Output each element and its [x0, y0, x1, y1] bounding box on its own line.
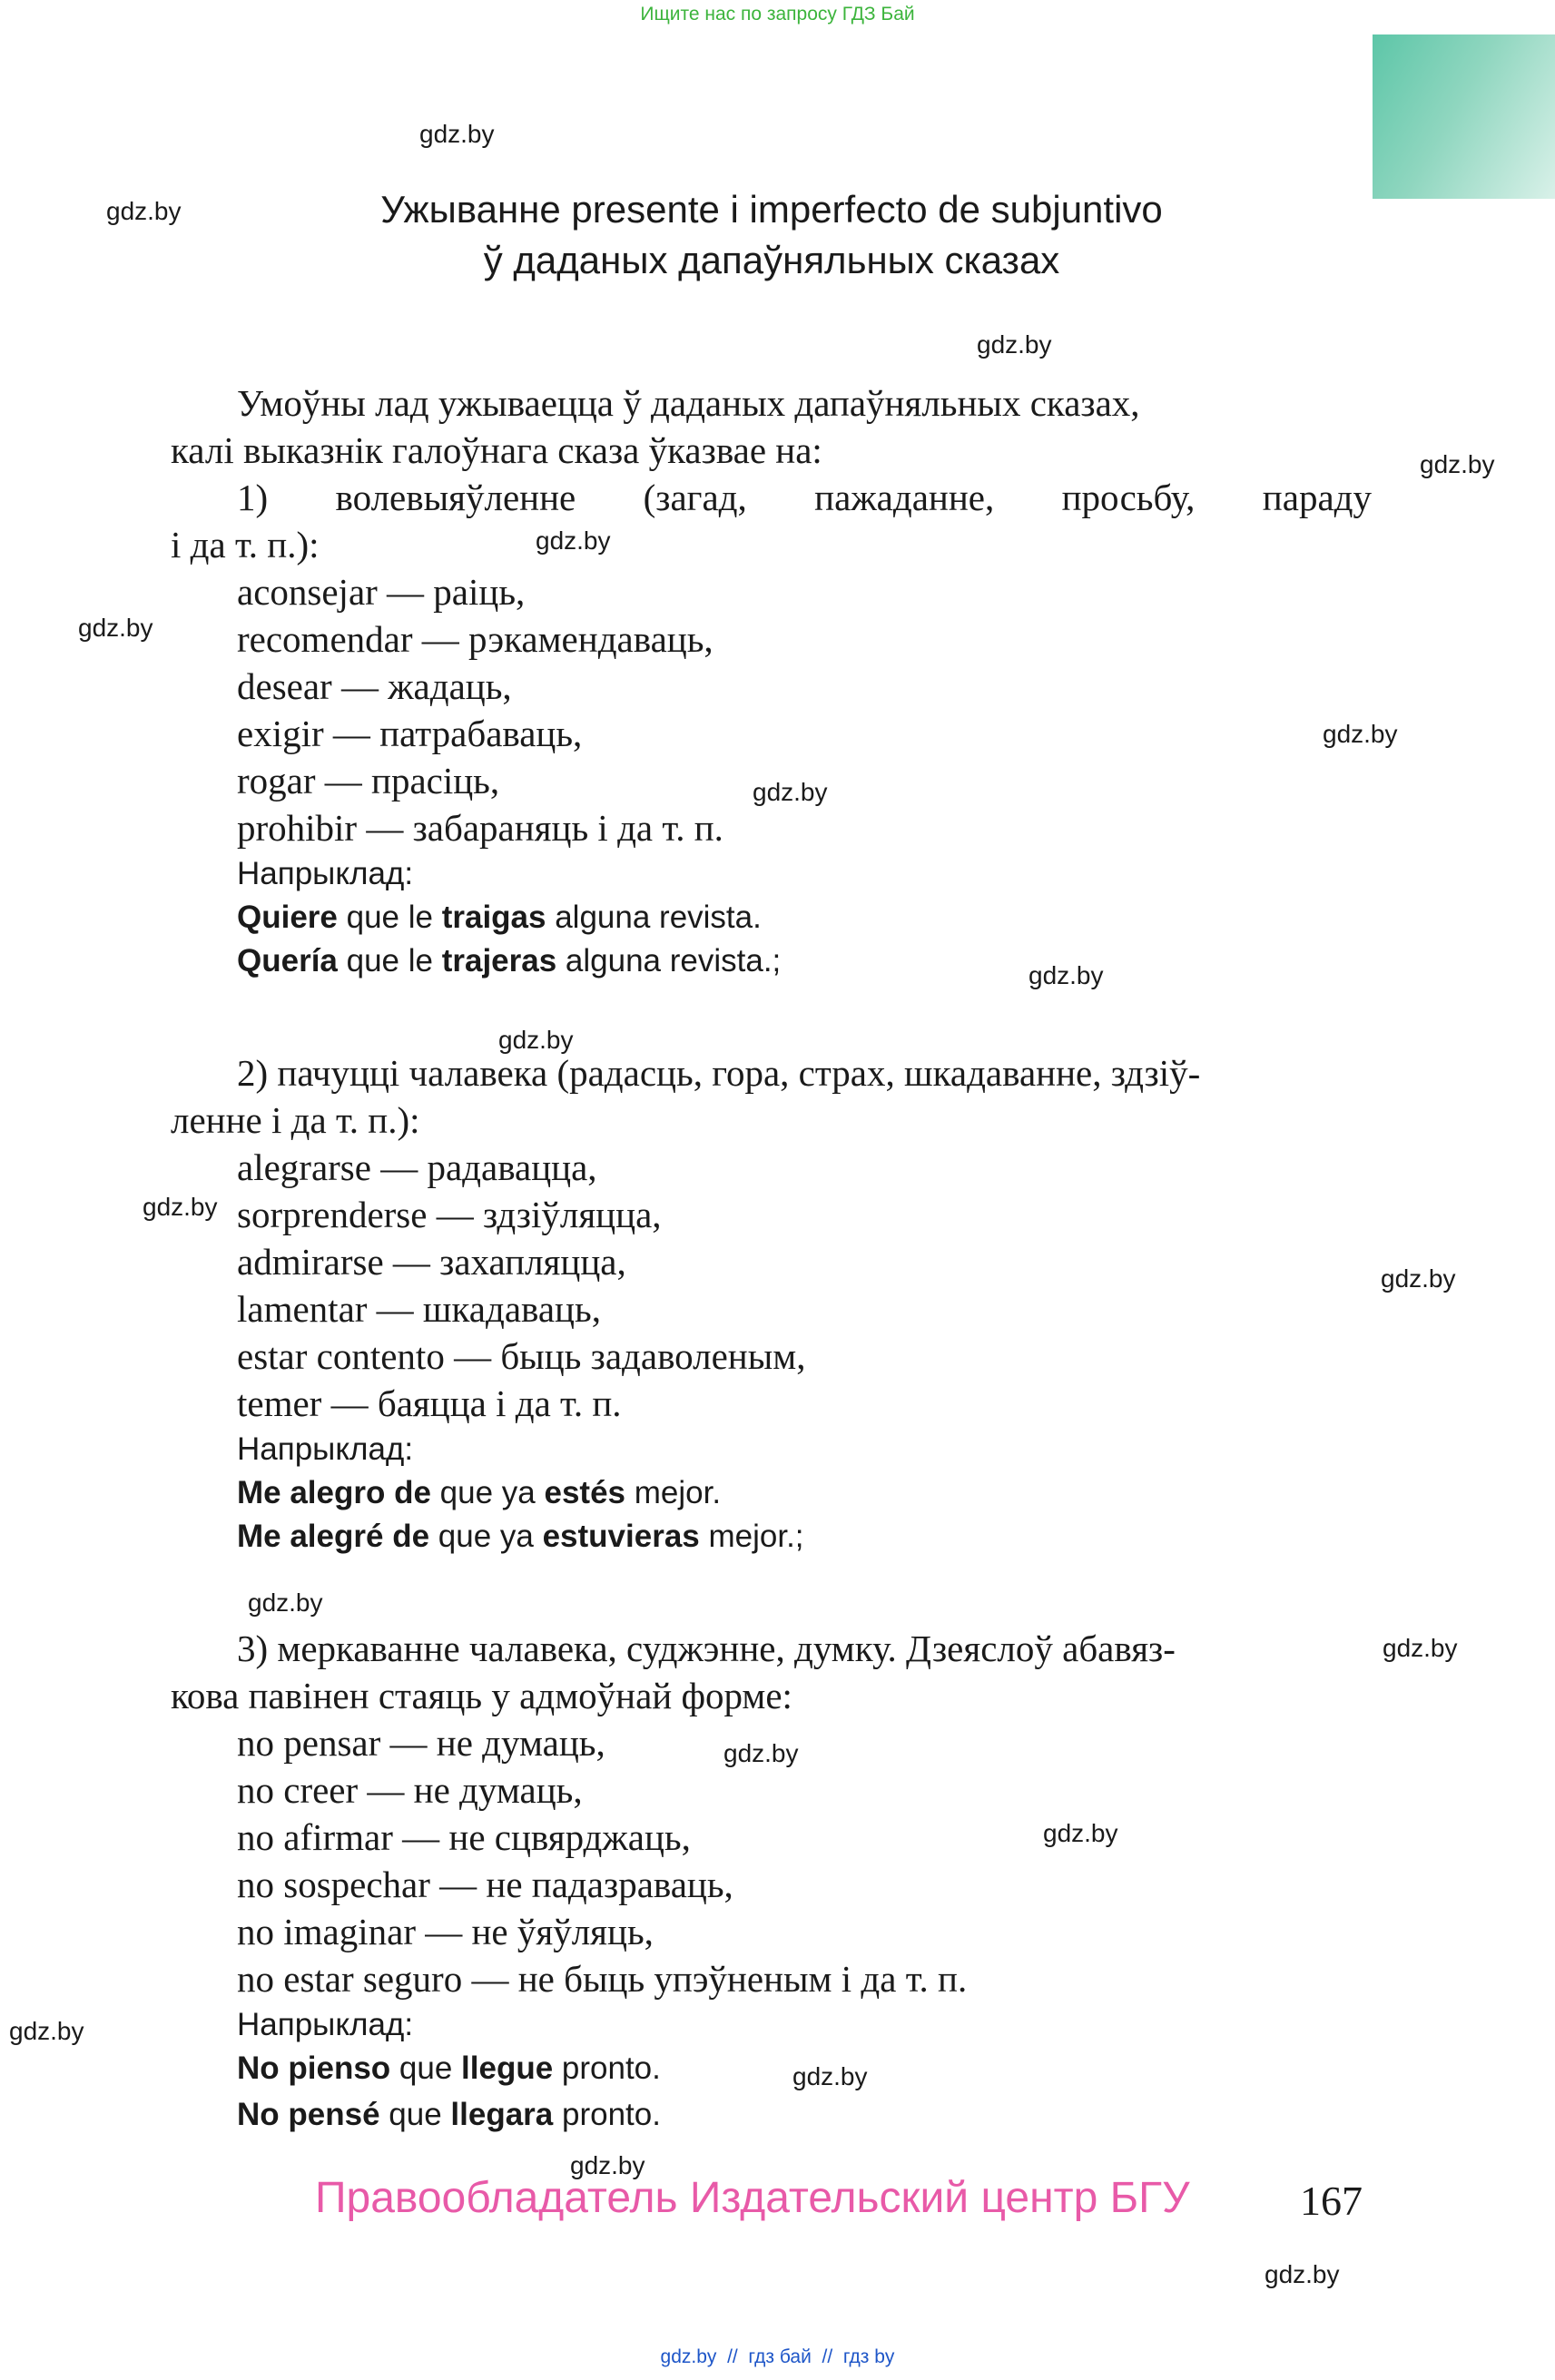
watermark: gdz.by	[1323, 720, 1398, 748]
example-bold: Me alegro de	[237, 1475, 431, 1510]
footer-links[interactable]: gdz.by // гдз бай // гдз by	[660, 2346, 895, 2367]
list-item: no pensar — не думаць,	[237, 1722, 605, 1764]
watermark: gdz.by	[792, 2062, 868, 2090]
section3-line-2: кова павінен стаяць у адмоўнай форме:	[171, 1675, 792, 1716]
watermark: gdz.by	[536, 526, 611, 555]
heading-line-1: Ужыванне presente і imperfecto de subjuntivo	[380, 188, 1163, 231]
example-sentence	[237, 2051, 661, 2087]
example-text: pronto.	[553, 2097, 661, 2132]
example-sentence	[237, 2097, 661, 2133]
list-item: sorprenderse — здзіўляцца,	[237, 1194, 662, 1235]
example-bold: trajeras	[441, 943, 557, 979]
section3-line-1: 3) меркаванне чалавека, суджэнне, думку. Дзеяслоў абавяз-	[237, 1628, 1176, 1669]
watermark: gdz.by	[1265, 2260, 1340, 2288]
example-sentence	[237, 943, 781, 979]
example-text: mejor.	[625, 1475, 722, 1510]
list-item: no creer — не думаць,	[237, 1769, 583, 1811]
example-text: que le	[337, 943, 442, 979]
watermark: gdz.by	[9, 2017, 84, 2045]
section1-line-1-text: 1) волевыяўленне (загад, пажаданне, просьбу, параду	[237, 477, 1372, 518]
list-item: no afirmar — не сцвярджаць,	[237, 1816, 691, 1858]
watermark: gdz.by	[498, 1026, 574, 1054]
example-text: alguna revista.	[546, 900, 762, 935]
intro-line-2: калі выказнік галоўнага сказа ўказвае на:	[171, 429, 822, 471]
example-sentence	[237, 900, 762, 936]
example-label: Напрыклад:	[237, 856, 414, 891]
list-item: exigir — патрабаваць,	[237, 713, 583, 754]
example-bold: Quiere	[237, 900, 338, 935]
watermark: gdz.by	[143, 1193, 218, 1221]
example-text: pronto.	[553, 2051, 661, 2086]
example-text: que	[379, 2097, 451, 2132]
section2-line-2: ленне і да т. п.):	[171, 1099, 420, 1141]
watermark: gdz.by	[106, 197, 182, 225]
example-bold: No pienso	[237, 2051, 391, 2086]
watermark: gdz.by	[1043, 1819, 1118, 1847]
section1-line-2: і да т. п.):	[171, 524, 320, 565]
watermark: gdz.by	[977, 330, 1052, 359]
watermark: gdz.by	[723, 1739, 799, 1767]
page-number: 167	[1300, 2178, 1363, 2224]
top-banner: Ищите нас по запросу ГДЗ Бай	[640, 4, 915, 25]
list-item: aconsejar — раіць,	[237, 571, 526, 613]
page-heading	[182, 184, 1362, 286]
list-item: alegrarse — радавацца,	[237, 1146, 597, 1188]
example-label: Напрыклад:	[237, 1431, 414, 1467]
watermark: gdz.by	[1420, 450, 1495, 478]
example-text: mejor.;	[699, 1519, 804, 1554]
example-bold: traigas	[441, 900, 546, 935]
example-text: que ya	[430, 1475, 545, 1510]
section2-line-1: 2) пачуцці чалавека (радасць, гора, страх, шкадаванне, здзіў-	[237, 1052, 1201, 1094]
list-item: lamentar — шкадаваць,	[237, 1288, 601, 1330]
example-text: que le	[337, 900, 442, 935]
section1-line-1	[237, 474, 1372, 521]
example-bold: Me alegré de	[237, 1519, 430, 1554]
watermark: gdz.by	[1383, 1634, 1458, 1662]
example-bold: No pensé	[237, 2097, 380, 2132]
watermark: gdz.by	[1381, 1264, 1456, 1293]
watermark: gdz.by	[753, 778, 828, 806]
watermark: gdz.by	[419, 120, 495, 148]
example-text: que	[390, 2051, 462, 2086]
list-item: desear — жадаць,	[237, 665, 512, 707]
example-bold: estuvieras	[542, 1519, 700, 1554]
example-bold: Quería	[237, 943, 338, 979]
list-item: no sospechar — не падазраваць,	[237, 1864, 733, 1905]
example-bold: llegue	[461, 2051, 554, 2086]
watermark: gdz.by	[248, 1588, 323, 1617]
watermark: gdz.by	[570, 2151, 645, 2179]
example-bold: estés	[544, 1475, 626, 1510]
heading-line-2: ў даданых дапаўняльных сказах	[483, 239, 1060, 281]
list-item: admirarse — захапляцца,	[237, 1241, 626, 1283]
example-label: Напрыклад:	[237, 2007, 414, 2042]
watermark: gdz.by	[1028, 961, 1104, 989]
example-sentence	[237, 1475, 721, 1511]
watermark: gdz.by	[78, 614, 153, 642]
list-item: rogar — прасіць,	[237, 760, 500, 802]
list-item: prohibir — забараняць і да т. п.	[237, 807, 723, 849]
example-text: que ya	[429, 1519, 543, 1554]
list-item: temer — баяцца і да т. п.	[237, 1382, 622, 1424]
example-bold: llegara	[450, 2097, 554, 2132]
list-item: no imaginar — не ўяўляць,	[237, 1911, 654, 1952]
copyright-notice: Правообладатель Издательский центр БГУ	[315, 2174, 1190, 2222]
example-sentence	[237, 1519, 804, 1555]
intro-line-1: Умоўны лад ужываецца ў даданых дапаўняльных сказах,	[237, 382, 1140, 424]
corner-decoration	[1373, 34, 1555, 199]
list-item: no estar seguro — не быць упэўненым і да т. п.	[237, 1958, 968, 2000]
example-text: alguna revista.;	[556, 943, 782, 979]
list-item: recomendar — рэкамендаваць,	[237, 618, 714, 660]
list-item: estar contento — быць задаволеным,	[237, 1335, 806, 1377]
